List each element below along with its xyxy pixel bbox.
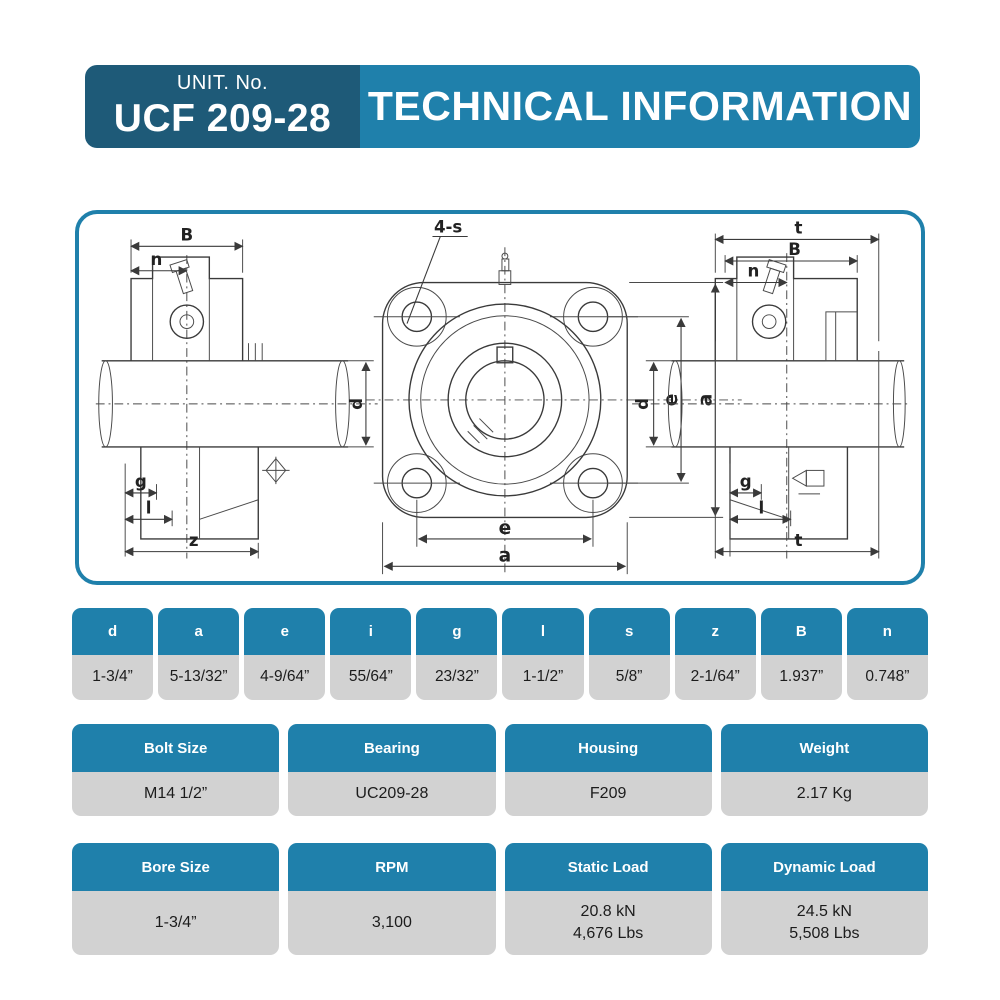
- column-value: F209: [505, 772, 712, 816]
- column-value: 1-3/4”: [72, 655, 153, 700]
- dim-label-n-left: n: [150, 249, 163, 269]
- load-column-dynamic-load: [721, 843, 928, 955]
- dim-label-b-right: B: [788, 240, 801, 260]
- dim-label-e-right: e: [661, 393, 683, 407]
- value-line-1: 24.5 kN: [796, 903, 852, 921]
- column-header: RPM: [288, 843, 495, 891]
- dim-column-B: [761, 608, 842, 700]
- unit-label: UNIT. No.: [176, 72, 269, 94]
- value-line-2: 4,676 Lbs: [572, 925, 644, 942]
- column-header: a: [158, 608, 239, 655]
- dim-label-a-bottom: a: [498, 545, 512, 567]
- load-column-static-load: [505, 843, 712, 955]
- column-value: UC209-28: [288, 772, 495, 816]
- column-header: Housing: [505, 724, 712, 772]
- dim-label-e-bottom: e: [498, 518, 512, 540]
- load-table: [72, 843, 928, 955]
- value-line-1: 3,100: [371, 914, 412, 932]
- dim-label-b-left: B: [180, 225, 194, 245]
- column-header: g: [416, 608, 497, 655]
- side-view-left: [96, 225, 378, 558]
- specs-table: [72, 724, 928, 816]
- unit-number-box: [85, 65, 360, 148]
- dim-label-a-right: a: [695, 393, 717, 407]
- dim-column-z: [675, 608, 756, 700]
- spec-column-weight: [721, 724, 928, 816]
- technical-drawing-panel: [75, 210, 925, 585]
- bearing-drawing: [79, 214, 921, 581]
- dim-label-t-bottom-right: t: [794, 530, 803, 550]
- spec-column-bolt-size: [72, 724, 279, 816]
- column-header: i: [330, 608, 411, 655]
- dim-label-z-left: z: [188, 530, 199, 550]
- column-header: e: [244, 608, 325, 655]
- column-value: 5-13/32”: [158, 655, 239, 700]
- column-value: [505, 891, 712, 955]
- column-header: Static Load: [505, 843, 712, 891]
- column-value: [72, 891, 279, 955]
- dim-label-g-left: g: [134, 472, 147, 492]
- column-value: M14 1/2”: [72, 772, 279, 816]
- column-header: Bore Size: [72, 843, 279, 891]
- column-header: Dynamic Load: [721, 843, 928, 891]
- load-column-bore-size: [72, 843, 279, 955]
- value-line-2: 5,508 Lbs: [789, 925, 860, 942]
- dim-column-g: [416, 608, 497, 700]
- dim-column-a: [158, 608, 239, 700]
- column-value: 1-1/2”: [502, 655, 583, 700]
- spec-column-bearing: [288, 724, 495, 816]
- dim-column-n: [847, 608, 928, 700]
- column-value: 2.17 Kg: [721, 772, 928, 816]
- bolt-note-label: 4-s: [433, 217, 463, 237]
- column-header: Bearing: [288, 724, 495, 772]
- dimensions-table: [72, 608, 928, 700]
- column-header: Bolt Size: [72, 724, 279, 772]
- dim-label-d-right: d: [632, 397, 652, 410]
- dim-column-i: [330, 608, 411, 700]
- dim-column-s: [589, 608, 670, 700]
- dim-label-l-right: l: [758, 498, 765, 518]
- column-value: 4-9/64”: [244, 655, 325, 700]
- column-header: B: [761, 608, 842, 655]
- column-header: s: [589, 608, 670, 655]
- column-header: n: [847, 608, 928, 655]
- column-header: d: [72, 608, 153, 655]
- column-value: 23/32”: [416, 655, 497, 700]
- column-value: 55/64”: [330, 655, 411, 700]
- column-value: 2-1/64”: [675, 655, 756, 700]
- title-box: [360, 65, 920, 148]
- column-header: Weight: [721, 724, 928, 772]
- column-value: 1.937”: [761, 655, 842, 700]
- load-column-rpm: [288, 843, 495, 955]
- column-value: 5/8”: [589, 655, 670, 700]
- front-view: [366, 218, 742, 577]
- dim-label-n-right: n: [747, 261, 760, 281]
- unit-number: UCF 209-28: [113, 97, 332, 140]
- dim-label-t-top-right: t: [794, 218, 803, 238]
- value-line-1: 20.8 kN: [580, 903, 636, 921]
- side-view-right: [632, 219, 911, 559]
- column-header: z: [675, 608, 756, 655]
- column-value: [721, 891, 928, 955]
- column-value: [288, 891, 495, 955]
- dim-column-e: [244, 608, 325, 700]
- dim-label-l-left: l: [145, 498, 152, 518]
- page-title: TECHNICAL INFORMATION: [367, 83, 913, 129]
- column-value: 0.748”: [847, 655, 928, 700]
- dim-label-d-left: d: [347, 397, 367, 410]
- dim-column-l: [502, 608, 583, 700]
- column-header: l: [502, 608, 583, 655]
- value-line-1: 1-3/4”: [154, 914, 197, 932]
- dim-label-g-right: g: [739, 472, 752, 492]
- spec-column-housing: [505, 724, 712, 816]
- header-band: [85, 65, 920, 148]
- dim-column-d: [72, 608, 153, 700]
